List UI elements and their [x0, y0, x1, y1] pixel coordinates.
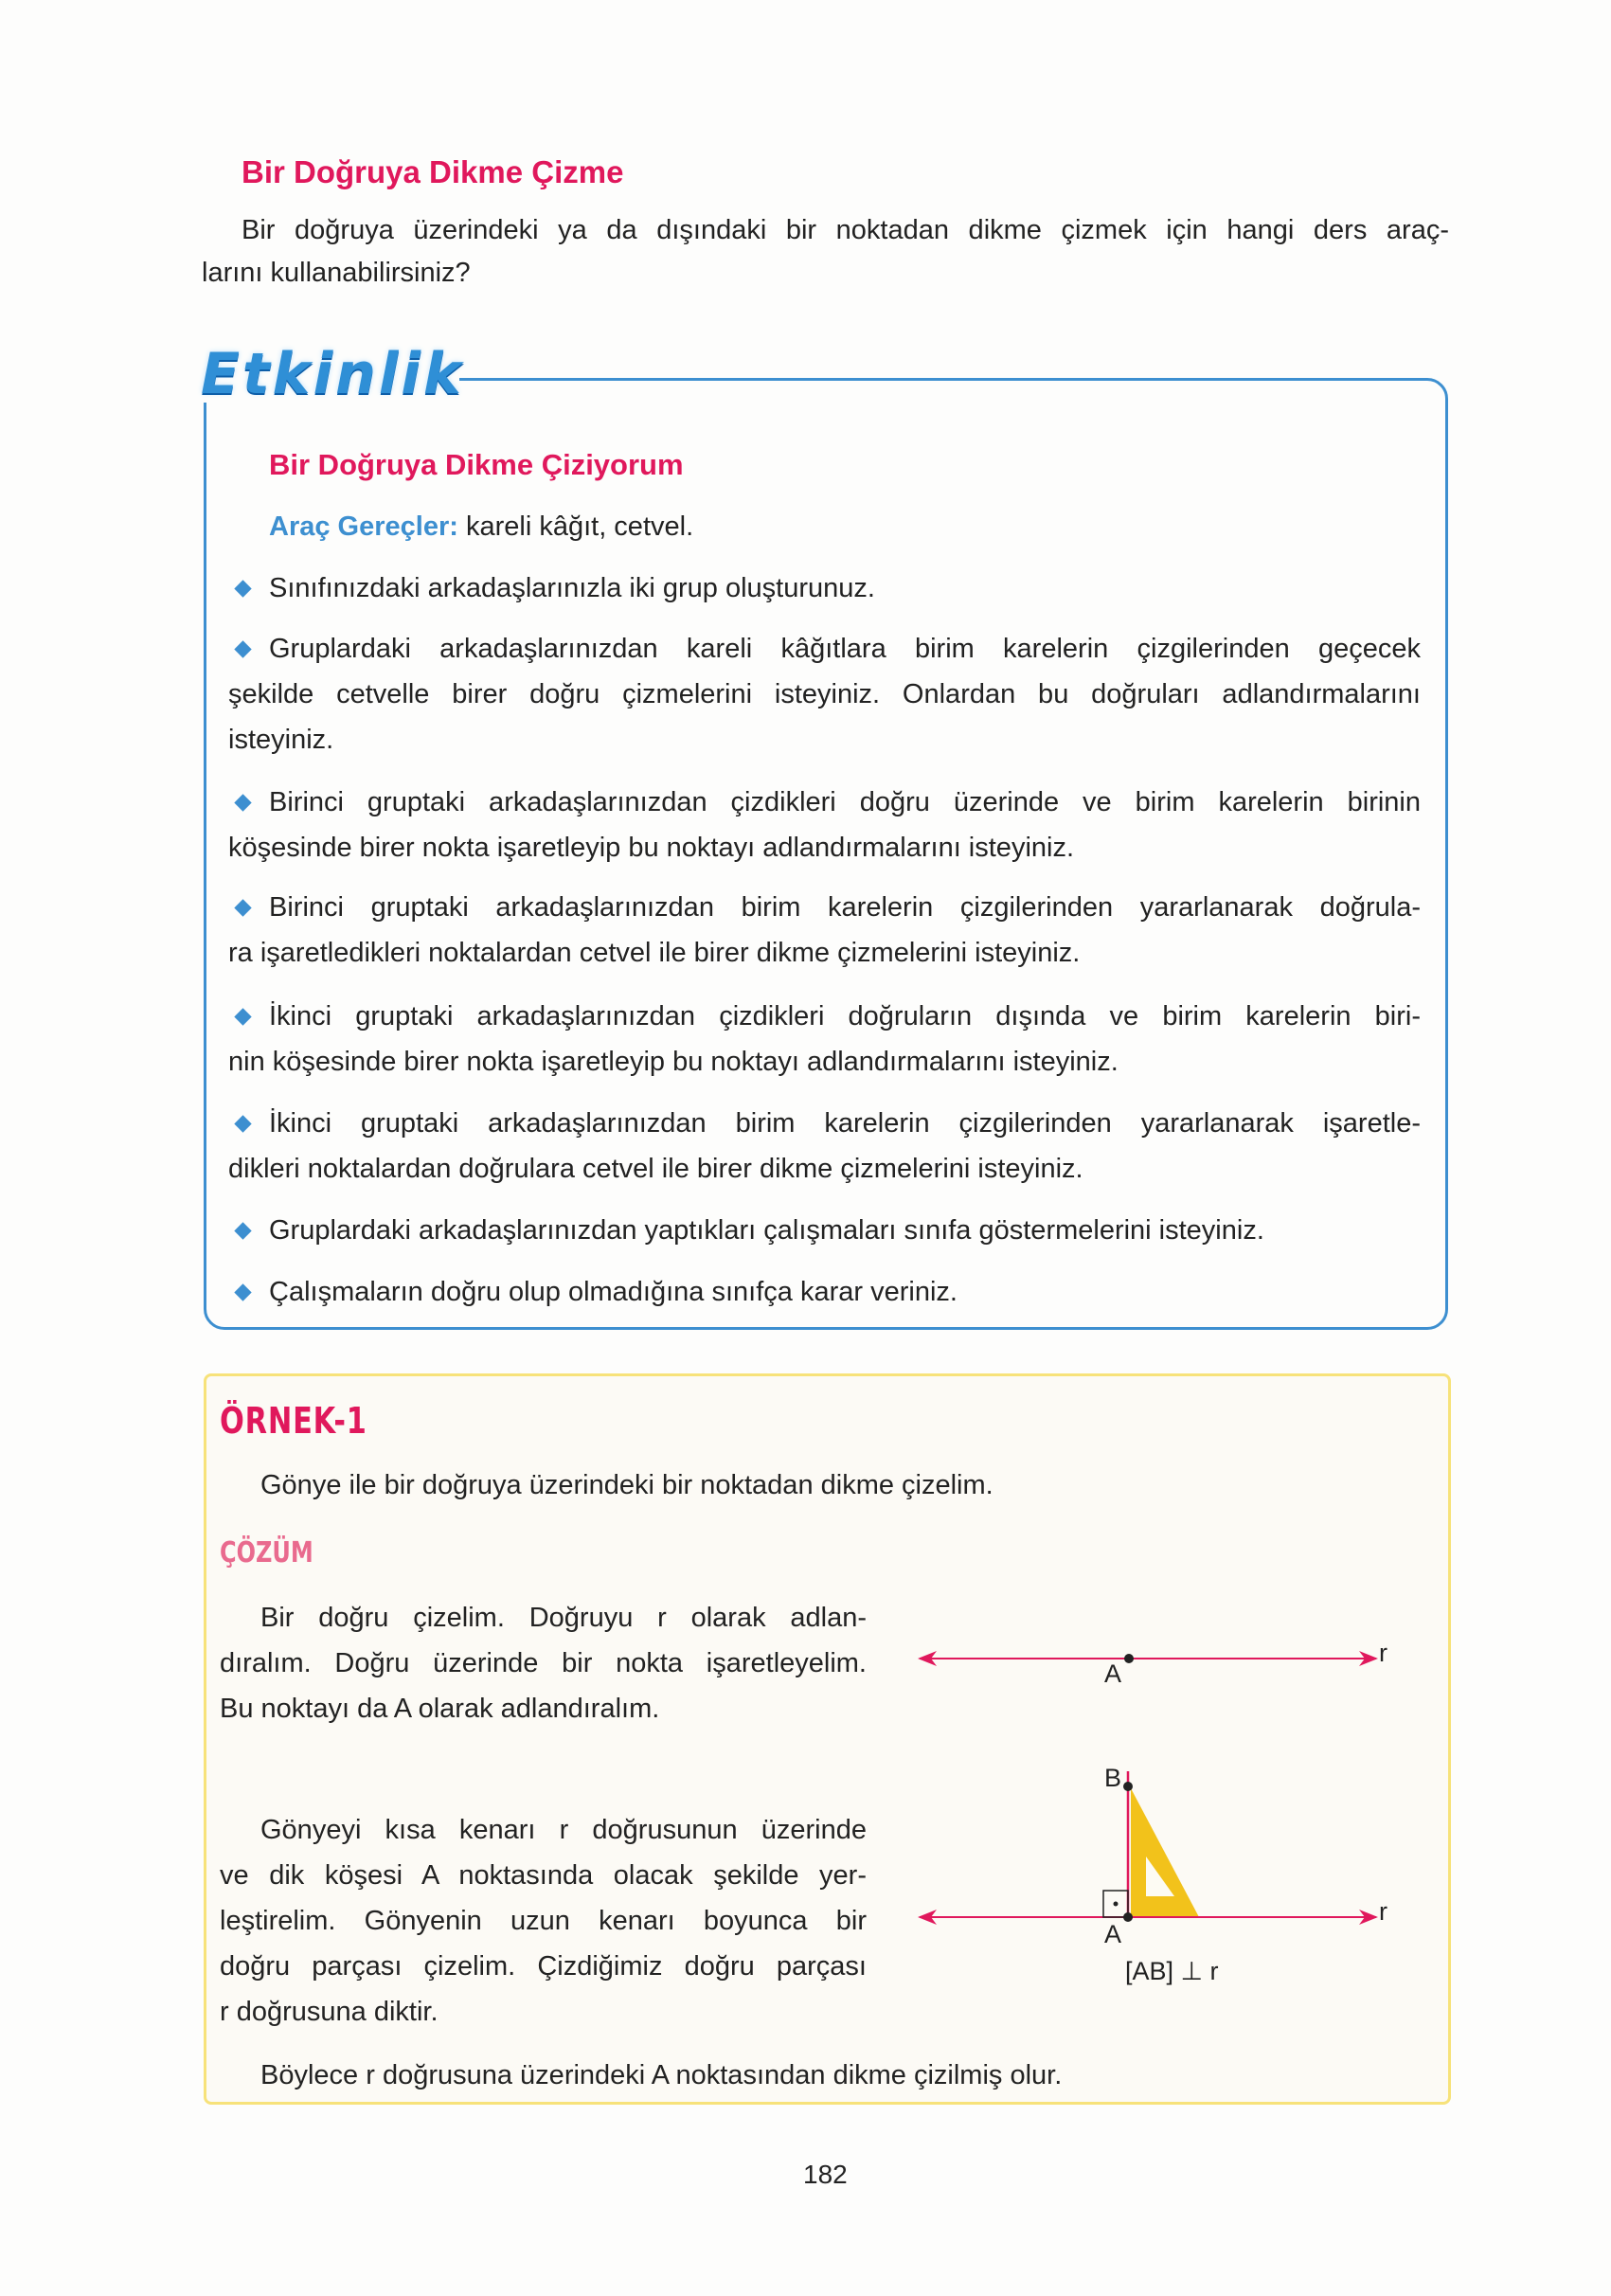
bullet-line: nin köşesinde birer nokta işaretleyip bu noktayı adlandırmalarını isteyiniz. [228, 1047, 1119, 1077]
bullet-line: Birinci gruptaki arkadaşlarınızdan çizdikleri doğru üzerinde ve birim karelerin birinin [269, 787, 1421, 817]
bullet-line: Sınıfınızdaki arkadaşlarınızla iki grup oluşturunuz. [269, 573, 875, 603]
solution-line: Bir doğru çizelim. Doğruyu r olarak adlan- [260, 1603, 867, 1633]
solution-line: dıralım. Doğru üzerinde bir nokta işaretleyelim. [220, 1648, 867, 1678]
bullet-line: Gruplardaki arkadaşlarınızdan kareli kâğıtlara birim karelerin çizgilerinden geçecek [269, 634, 1421, 664]
point-a [1124, 1654, 1134, 1663]
activity-logo: Etkinlik [201, 341, 464, 407]
label-a-top: A [1104, 1659, 1122, 1688]
relation-label: [AB] ⊥ r [1125, 1957, 1219, 1985]
label-r-bottom: r [1379, 1897, 1387, 1926]
bullet-line: ra işaretledikleri noktalardan cetvel ile birer dikme çizmelerini isteyiniz. [228, 938, 1081, 968]
intro-line-2: larını kullanabilirsiniz? [202, 258, 471, 288]
line-r-top [920, 1654, 1376, 1663]
tools-value: kareli kâğıt, cetvel. [465, 511, 694, 542]
bullet-line: Gruplardaki arkadaşlarınızdan yaptıkları çalışmaları sınıfa göstermelerini isteyiniz. [269, 1215, 1264, 1246]
solution-label: ÇÖZÜM [220, 1536, 313, 1570]
solution-line: Gönyeyi kısa kenarı r doğrusunun üzerinde [260, 1815, 867, 1845]
set-square-triangle [1131, 1788, 1199, 1917]
label-r-top: r [1379, 1639, 1387, 1667]
bullet-line: Birinci gruptaki arkadaşlarınızdan birim karelerin çizgilerinden yararlanarak doğrula- [269, 892, 1421, 923]
bullet-line: dikleri noktalardan doğrulara cetvel ile birer dikme çizmelerini isteyiniz. [228, 1154, 1083, 1184]
example-conclusion: Böylece r doğrusuna üzerindeki A noktasından dikme çizilmiş olur. [260, 2060, 1063, 2090]
bullet-line: köşesinde birer nokta işaretleyip bu noktayı adlandırmalarını isteyiniz. [228, 833, 1075, 863]
solution-line: r doğrusuna diktir. [220, 1997, 439, 2027]
solution-line: leştirelim. Gönyenin uzun kenarı boyunca bir [220, 1906, 867, 1936]
bullet-line: isteyiniz. [228, 725, 334, 755]
bullet-line: İkinci gruptaki arkadaşlarınızdan birim karelerin çizgilerinden yararlanarak işaretle- [269, 1108, 1421, 1139]
label-a-bottom: A [1104, 1920, 1122, 1948]
bullet-line: Çalışmaların doğru olup olmadığına sınıfça karar veriniz. [269, 1277, 958, 1307]
solution-line: Bu noktayı da A olarak adlandıralım. [220, 1694, 660, 1724]
solution-line: ve dik köşesi A noktasında olacak şekilde yer- [220, 1860, 867, 1891]
point-a2 [1123, 1912, 1133, 1922]
solution-line: doğru parçası çizelim. Çizdiğimiz doğru parçası [220, 1951, 867, 1982]
bullet-line: şekilde cetvelle birer doğru çizmelerini isteyiniz. Onlardan bu doğruları adlandırmalarını [228, 679, 1421, 709]
point-b [1123, 1782, 1133, 1791]
example-question: Gönye ile bir doğruya üzerindeki bir noktadan dikme çizelim. [260, 1470, 993, 1500]
activity-title: Bir Doğruya Dikme Çiziyorum [269, 448, 684, 481]
section-title: Bir Doğruya Dikme Çizme [242, 154, 624, 189]
line-r-bottom [920, 1771, 1376, 1922]
bullet-line: İkinci gruptaki arkadaşlarınızdan çizdikleri doğruların dışında ve birim karelerin biri- [269, 1001, 1421, 1031]
example-title: ÖRNEK-1 [220, 1400, 367, 1442]
page-number: 182 [803, 2160, 848, 2189]
label-b: B [1104, 1764, 1122, 1792]
tools-label: Araç Gereçler: [269, 511, 458, 542]
intro-line-1: Bir doğruya üzerindeki ya da dışındaki bir noktadan dikme çizmek için hangi ders araç- [242, 215, 1449, 245]
